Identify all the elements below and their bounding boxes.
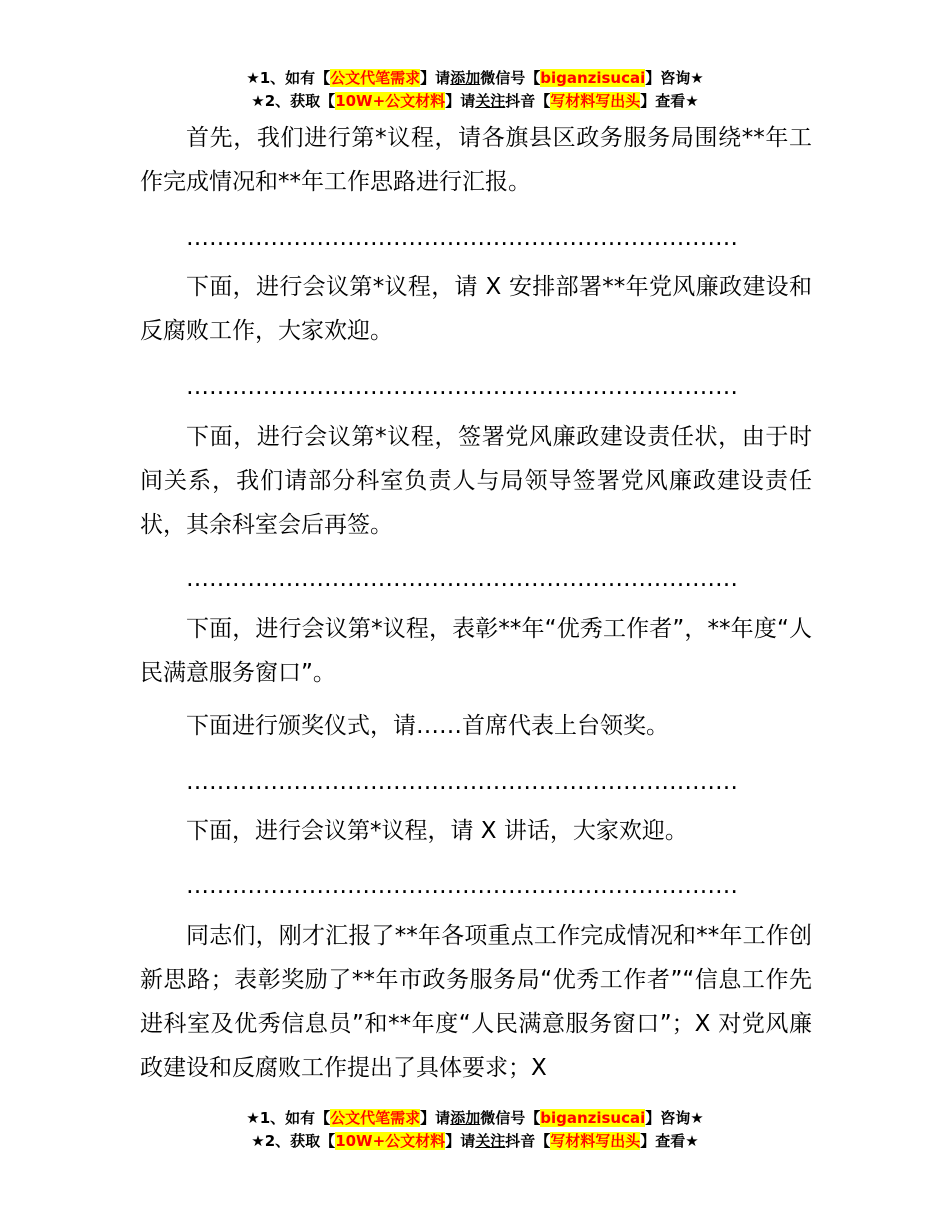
paragraph-text: 下面，进行会议第*议程，请 X 讲话，大家欢迎。 xyxy=(186,818,688,844)
underlined-text: 添加 xyxy=(450,69,481,87)
banner-text: ★2、获取【 xyxy=(251,92,336,110)
paragraph-text: 下面进行颁奖仪式，请……首席代表上台领奖。 xyxy=(186,713,669,739)
banner-line-2 xyxy=(0,1130,950,1153)
paragraph-text: 下面，进行会议第*议程，签署党风廉政建设责任状，由于时间关系，我们请部分科室负责人与局领导签署党风廉政建设责任状，其余科室会后再签。 xyxy=(140,424,812,538)
banner-text: 】请 xyxy=(445,1132,476,1150)
highlight-text: biganzisucai xyxy=(540,1109,646,1127)
ellipsis-separator xyxy=(140,216,812,260)
paragraph-text: 同志们，刚才汇报了**年各项重点工作完成情况和**年工作创新思路；表彰奖励了**年市政务服务局“优秀工作者”“信息工作先进科室及优秀信息员”和**年度“人民满意服务窗口”；X 对党风廉政建设和反腐败工作提出了具体要求；X xyxy=(140,923,812,1081)
ellipsis-separator xyxy=(140,557,812,601)
paragraph-2 xyxy=(140,265,812,353)
ellipsis-separator xyxy=(140,365,812,409)
banner-text: 微信号【 xyxy=(480,1109,541,1127)
banner-text: 抖音【 xyxy=(505,1132,551,1150)
banner-text: 抖音【 xyxy=(505,92,551,110)
ellipsis-separator xyxy=(140,760,812,804)
ellipsis-text: ……………………………………………………………… xyxy=(186,566,738,592)
highlight-text: 10W+公文材料 xyxy=(335,1132,446,1150)
highlight-text: 公文代笔需求 xyxy=(330,69,421,87)
banner-line-2 xyxy=(0,90,950,113)
paragraph-text: 首先，我们进行第*议程，请各旗县区政务服务局围绕**年工作完成情况和**年工作思路进行汇报。 xyxy=(140,125,812,195)
underlined-text: 添加 xyxy=(450,1109,481,1127)
paragraph-1 xyxy=(140,116,812,204)
paragraph-3 xyxy=(140,415,812,547)
banner-text: 】咨询★ xyxy=(645,1109,704,1127)
banner-text: 】咨询★ xyxy=(645,69,704,87)
underlined-text: 关注 xyxy=(475,92,506,110)
banner-line-1 xyxy=(0,67,950,90)
banner-line-1 xyxy=(0,1107,950,1130)
paragraph-text: 下面，进行会议第*议程，表彰**年“优秀工作者”，**年度“人民满意服务窗口”。 xyxy=(140,616,812,686)
banner-text: 微信号【 xyxy=(480,69,541,87)
paragraph-6 xyxy=(140,809,812,853)
ellipsis-text: ……………………………………………………………… xyxy=(186,873,738,899)
underlined-text: 关注 xyxy=(475,1132,506,1150)
paragraph-5 xyxy=(140,704,812,748)
ellipsis-text: ……………………………………………………………… xyxy=(186,769,738,795)
highlight-text: 写材料写出头 xyxy=(550,1132,641,1150)
banner-text: 】查看★ xyxy=(640,92,699,110)
paragraph-4 xyxy=(140,607,812,695)
header-banner xyxy=(0,67,950,113)
highlight-text: 10W+公文材料 xyxy=(335,92,446,110)
banner-text: 】请 xyxy=(420,69,451,87)
highlight-text: 写材料写出头 xyxy=(550,92,641,110)
footer-banner xyxy=(0,1107,950,1153)
ellipsis-text: ……………………………………………………………… xyxy=(186,374,738,400)
banner-text: ★2、获取【 xyxy=(251,1132,336,1150)
highlight-text: biganzisucai xyxy=(540,69,646,87)
ellipsis-text: ……………………………………………………………… xyxy=(186,225,738,251)
highlight-text: 公文代笔需求 xyxy=(330,1109,421,1127)
ellipsis-separator xyxy=(140,864,812,908)
banner-text: 】查看★ xyxy=(640,1132,699,1150)
banner-text: ★1、如有【 xyxy=(246,1109,331,1127)
paragraph-text: 下面，进行会议第*议程，请 X 安排部署**年党风廉政建设和反腐败工作，大家欢迎。 xyxy=(140,274,812,344)
banner-text: 】请 xyxy=(420,1109,451,1127)
banner-text: ★1、如有【 xyxy=(246,69,331,87)
paragraph-7 xyxy=(140,914,812,1090)
banner-text: 】请 xyxy=(445,92,476,110)
